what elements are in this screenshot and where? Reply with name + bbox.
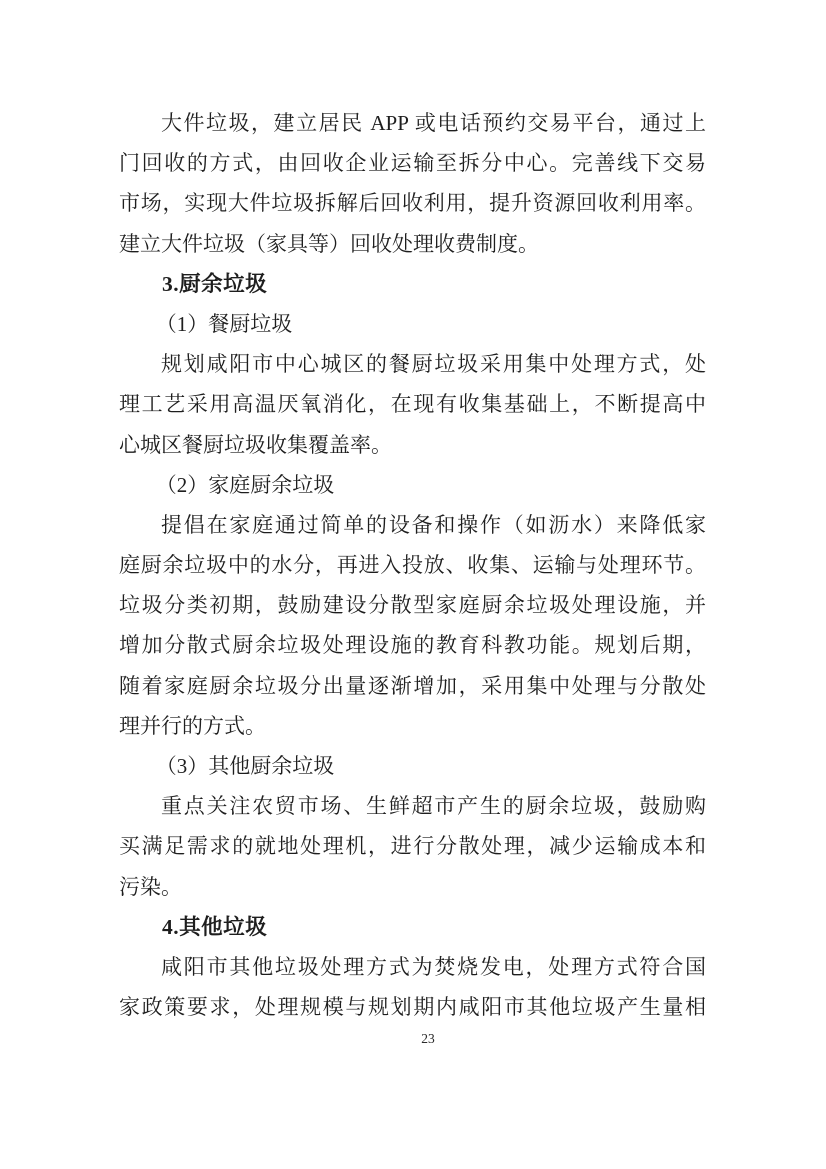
text-line: 心城区餐厨垃圾收集覆盖率。 — [119, 432, 392, 457]
page-number: 23 — [421, 1031, 435, 1046]
section-heading: 3.厨余垃圾 — [162, 271, 268, 296]
text-line: 理工艺采用高温厌氧消化，在现有收集基础上，不断提高中 — [119, 392, 706, 417]
text-line: 垃圾分类初期，鼓励建设分散型家庭厨余垃圾处理设施，并 — [119, 593, 706, 618]
text-line: 理并行的方式。 — [119, 713, 266, 738]
text-line: 咸阳市其他垃圾处理方式为焚烧发电，处理方式符合国 — [161, 954, 706, 979]
text-line: 提倡在家庭通过简单的设备和操作（如沥水）来降低家 — [161, 512, 706, 537]
text-line: 大件垃圾，建立居民 APP 或电话预约交易平台，通过上 — [161, 111, 706, 135]
text-line: 规划咸阳市中心城区的餐厨垃圾采用集中处理方式，处 — [161, 352, 706, 377]
text-line: 增加分散式厨余垃圾处理设施的教育科教功能。规划后期， — [119, 633, 706, 658]
document-content — [119, 103, 706, 1027]
section-heading: 4.其他垃圾 — [162, 914, 268, 939]
text-line: 门回收的方式，由回收企业运输至拆分中心。完善线下交易 — [119, 151, 706, 176]
text-line: 买满足需求的就地处理机，进行分散处理，减少运输成本和 — [119, 834, 706, 859]
text-line: 重点关注农贸市场、生鲜超市产生的厨余垃圾，鼓励购 — [161, 794, 706, 819]
text-line: 污染。 — [119, 874, 182, 899]
sub-heading: （3）其他厨余垃圾 — [155, 754, 335, 778]
text-line: 家政策要求，处理规模与规划期内咸阳市其他垃圾产生量相 — [119, 995, 706, 1020]
text-line: 市场，实现大件垃圾拆解后回收利用，提升资源回收利用率。 — [119, 191, 706, 216]
text-line: 随着家庭厨余垃圾分出量逐渐增加，采用集中处理与分散处 — [119, 673, 706, 698]
sub-heading: （2）家庭厨余垃圾 — [155, 472, 335, 497]
text-line: 建立大件垃圾（家具等）回收处理收费制度。 — [119, 231, 539, 256]
sub-heading: （1）餐厨垃圾 — [155, 311, 293, 336]
text-line: 庭厨余垃圾中的水分，再进入投放、收集、运输与处理环节。 — [119, 553, 706, 578]
